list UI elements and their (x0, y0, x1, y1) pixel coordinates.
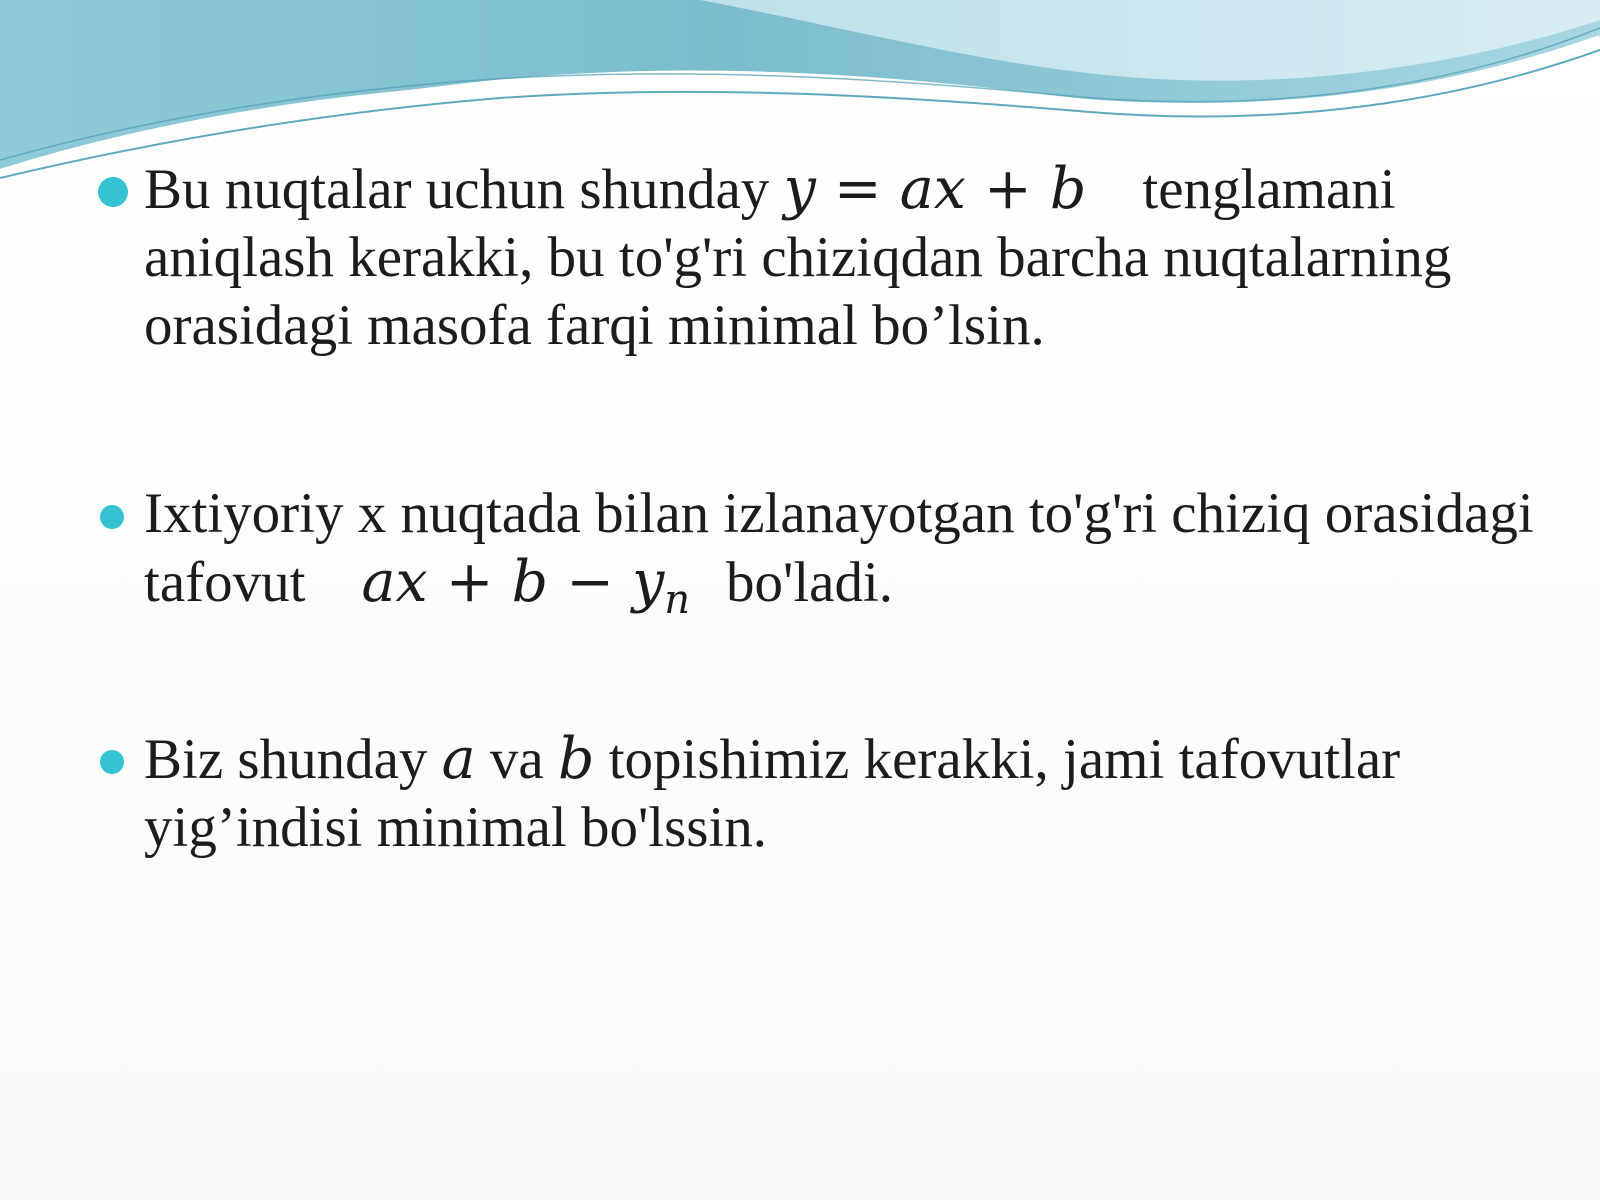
bullet-3-var-a: a (441, 726, 476, 792)
bullet-2-text-after: bo'ladi. (726, 551, 894, 614)
bullet-3-text-mid: va (489, 728, 544, 791)
bullet-3-text-before: Biz shunday (144, 728, 428, 791)
bullet-1-text-before: Bu nuqtalar uchun shunday (144, 158, 770, 221)
bullet-dot-icon (100, 505, 124, 529)
bullet-1-formula: y = ax + b (783, 156, 1087, 222)
bullet-3-text-after: topishimiz kerakki, jami tafovutlar yig’indisi minimal bo'lssin. (144, 728, 1401, 859)
bullet-list (100, 150, 1560, 862)
bullet-item-3 (100, 725, 1560, 862)
bullet-dot-icon (98, 177, 128, 207)
bullet-2-formula-subscript: n (664, 577, 691, 623)
bullet-1-text-after: tenglamani aniqlash kerakki, bu to'g'ri chiziqdan barcha nuqtalarning orasidagi masofa farqi minimal bo’lsin. (144, 158, 1452, 357)
bullet-dot-icon (100, 750, 124, 774)
bullet-item-2 (100, 480, 1560, 623)
bullet-2-text-before: Ixtiyoriy x nuqtada bilan izlanayotgan to'g'ri chiziq orasidagi tafovut (144, 482, 1534, 614)
bullet-3-var-b: b (557, 726, 595, 792)
bullet-item-1 (100, 155, 1560, 360)
bullet-2-formula: ax + b − y (361, 549, 665, 615)
